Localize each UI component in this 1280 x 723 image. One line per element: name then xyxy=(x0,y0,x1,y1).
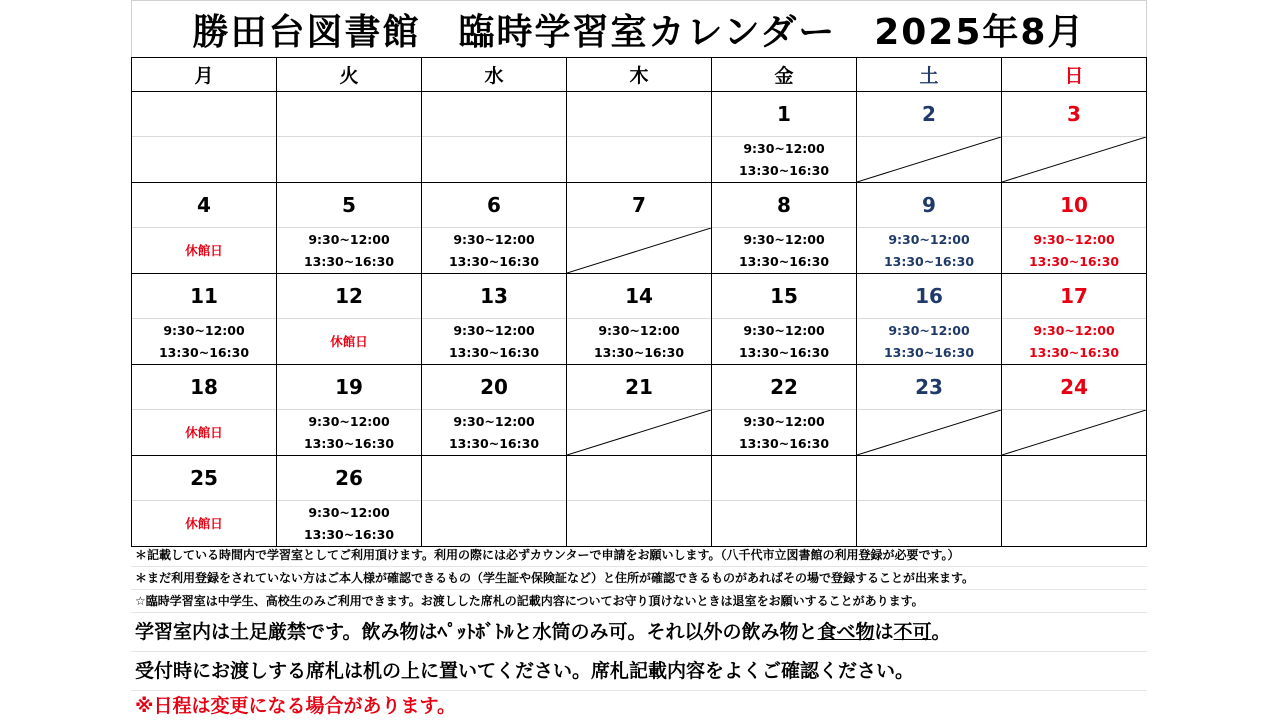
hours-slot: 13:30~16:30 xyxy=(738,344,830,360)
opening-hours xyxy=(567,319,711,364)
day-cell xyxy=(567,456,712,547)
day-number: 26 xyxy=(277,456,421,501)
empty-slot xyxy=(567,501,711,546)
day-cell xyxy=(567,365,712,456)
day-number: 11 xyxy=(132,274,276,319)
hours-slot: 13:30~16:30 xyxy=(1028,253,1120,269)
day-number: 13 xyxy=(422,274,566,319)
no-session-slash xyxy=(1002,410,1146,455)
day-cell xyxy=(857,274,1002,365)
hours-slot: 13:30~16:30 xyxy=(738,162,830,178)
hours-slot: 13:30~16:30 xyxy=(738,435,830,451)
opening-hours xyxy=(422,228,566,273)
day-cell xyxy=(277,183,422,274)
closed-label: 休館日 xyxy=(330,333,368,349)
day-number xyxy=(132,92,276,137)
day-number xyxy=(422,92,566,137)
page-title: 勝田台図書館 臨時学習室カレンダー 2025年8月 xyxy=(131,0,1147,57)
day-number: 22 xyxy=(712,365,856,410)
day-cell xyxy=(132,365,277,456)
hours-slot: 9:30~12:00 xyxy=(888,322,970,338)
day-number: 5 xyxy=(277,183,421,228)
seat-tag-note: 受付時にお渡しする席札は机の上に置いてください。席札記載内容をよくご確認ください。 xyxy=(131,652,1147,691)
closed-day xyxy=(132,410,276,455)
day-number: 23 xyxy=(857,365,1001,410)
week-row xyxy=(132,274,1147,365)
day-number: 6 xyxy=(422,183,566,228)
no-session-slash xyxy=(567,410,711,455)
hours-slot: 9:30~12:00 xyxy=(1033,322,1115,338)
empty-slot xyxy=(712,501,856,546)
hours-slot: 13:30~16:30 xyxy=(448,344,540,360)
empty-slot xyxy=(422,501,566,546)
opening-hours xyxy=(277,410,421,455)
day-number: 14 xyxy=(567,274,711,319)
day-cell xyxy=(277,456,422,547)
hours-slot: 13:30~16:30 xyxy=(1028,344,1120,360)
empty-slot xyxy=(422,137,566,182)
closed-day xyxy=(132,501,276,546)
opening-hours xyxy=(422,410,566,455)
hours-slot: 9:30~12:00 xyxy=(453,231,535,247)
opening-hours xyxy=(712,319,856,364)
day-cell xyxy=(1002,92,1147,183)
day-number: 7 xyxy=(567,183,711,228)
day-number: 8 xyxy=(712,183,856,228)
opening-hours xyxy=(1002,228,1146,273)
hours-slot: 13:30~16:30 xyxy=(883,253,975,269)
day-cell xyxy=(277,365,422,456)
day-cell xyxy=(567,183,712,274)
day-cell xyxy=(1002,365,1147,456)
day-cell xyxy=(857,456,1002,547)
weekday-header-row xyxy=(132,58,1147,92)
empty-slot xyxy=(1002,501,1146,546)
empty-slot xyxy=(132,137,276,182)
hours-slot: 13:30~16:30 xyxy=(448,435,540,451)
opening-hours xyxy=(712,228,856,273)
hours-slot: 13:30~16:30 xyxy=(303,526,395,542)
day-cell xyxy=(132,92,277,183)
day-number xyxy=(1002,456,1146,501)
day-number: 15 xyxy=(712,274,856,319)
hours-slot: 9:30~12:00 xyxy=(743,231,825,247)
opening-hours xyxy=(277,228,421,273)
day-number: 20 xyxy=(422,365,566,410)
calendar-sheet xyxy=(131,0,1147,720)
hours-slot: 9:30~12:00 xyxy=(1033,231,1115,247)
hours-slot: 9:30~12:00 xyxy=(743,322,825,338)
day-number: 18 xyxy=(132,365,276,410)
hours-slot: 13:30~16:30 xyxy=(303,435,395,451)
hours-slot: 9:30~12:00 xyxy=(163,322,245,338)
day-cell xyxy=(712,183,857,274)
day-cell xyxy=(567,92,712,183)
hours-slot: 9:30~12:00 xyxy=(743,413,825,429)
hours-slot: 9:30~12:00 xyxy=(308,231,390,247)
day-number: 3 xyxy=(1002,92,1146,137)
no-session-slash xyxy=(1002,137,1146,182)
opening-hours xyxy=(712,137,856,182)
opening-hours xyxy=(857,228,1001,273)
hours-slot: 9:30~12:00 xyxy=(743,140,825,156)
empty-slot xyxy=(857,501,1001,546)
hours-slot: 9:30~12:00 xyxy=(888,231,970,247)
day-number: 1 xyxy=(712,92,856,137)
weekday-mon: 月 xyxy=(132,58,277,92)
note-eligibility: ☆臨時学習室は中学生、高校生のみご利用できます。お渡しした席札の記載内容についてお守り頂けないときは退室をお願いすることがあります。 xyxy=(131,590,1147,613)
rule-food-drink xyxy=(131,613,1147,652)
closed-label: 休館日 xyxy=(185,242,223,258)
opening-hours xyxy=(277,501,421,546)
hours-slot: 9:30~12:00 xyxy=(453,413,535,429)
day-number: 25 xyxy=(132,456,276,501)
day-cell xyxy=(1002,456,1147,547)
day-number xyxy=(277,92,421,137)
closed-day xyxy=(277,319,421,364)
rule-underline-food: 食べ物 xyxy=(817,621,875,643)
calendar-table xyxy=(131,57,1147,547)
day-cell xyxy=(277,274,422,365)
day-cell xyxy=(132,274,277,365)
day-number: 19 xyxy=(277,365,421,410)
hours-slot: 9:30~12:00 xyxy=(308,504,390,520)
note-usage: ＊記載している時間内で学習室としてご利用頂けます。利用の際には必ずカウンターで申請をお願いします。（八千代市立図書館の利用登録が必要です。） xyxy=(131,544,1147,567)
rule-text-1: 学習室内は土足厳禁です。飲み物はﾍﾟｯﾄﾎﾞﾄﾙと水筒のみ可。それ以外の飲み物と xyxy=(135,621,818,643)
rule-text-3: 。 xyxy=(931,621,951,643)
day-number xyxy=(422,456,566,501)
day-cell xyxy=(712,456,857,547)
closed-label: 休館日 xyxy=(185,424,223,440)
note-registration: ＊まだ利用登録をされていない方はご本人様が確認できるもの（学生証や保険証など）と住所が確認できるものがあればその場で登録することが出来ます。 xyxy=(131,567,1147,590)
day-cell xyxy=(1002,183,1147,274)
hours-slot: 13:30~16:30 xyxy=(303,253,395,269)
week-row xyxy=(132,365,1147,456)
day-cell xyxy=(1002,274,1147,365)
weekday-thu: 木 xyxy=(567,58,712,92)
hours-slot: 9:30~12:00 xyxy=(308,413,390,429)
day-cell xyxy=(857,365,1002,456)
opening-hours xyxy=(712,410,856,455)
day-number: 10 xyxy=(1002,183,1146,228)
closed-label: 休館日 xyxy=(185,515,223,531)
day-number xyxy=(567,456,711,501)
schedule-change-notice: ※日程は変更になる場合があります。 xyxy=(135,695,456,717)
day-cell xyxy=(132,183,277,274)
empty-slot xyxy=(567,137,711,182)
day-cell xyxy=(857,92,1002,183)
hours-slot: 13:30~16:30 xyxy=(593,344,685,360)
day-number: 21 xyxy=(567,365,711,410)
day-number: 2 xyxy=(857,92,1001,137)
empty-slot xyxy=(277,137,421,182)
notes-section xyxy=(131,544,1147,723)
day-number: 17 xyxy=(1002,274,1146,319)
day-number: 4 xyxy=(132,183,276,228)
rule-text-2: は xyxy=(874,621,894,643)
day-cell xyxy=(277,92,422,183)
week-row xyxy=(132,92,1147,183)
day-cell xyxy=(422,92,567,183)
week-row xyxy=(132,456,1147,547)
day-cell xyxy=(712,365,857,456)
hours-slot: 9:30~12:00 xyxy=(598,322,680,338)
weekday-tue: 火 xyxy=(277,58,422,92)
day-cell xyxy=(422,183,567,274)
opening-hours xyxy=(422,319,566,364)
no-session-slash xyxy=(567,228,711,273)
day-number xyxy=(712,456,856,501)
day-cell xyxy=(567,274,712,365)
hours-slot: 13:30~16:30 xyxy=(883,344,975,360)
opening-hours xyxy=(1002,319,1146,364)
day-cell xyxy=(422,365,567,456)
weekday-fri: 金 xyxy=(712,58,857,92)
opening-hours xyxy=(132,319,276,364)
day-cell xyxy=(712,274,857,365)
hours-slot: 13:30~16:30 xyxy=(448,253,540,269)
week-row xyxy=(132,183,1147,274)
weekday-sun: 日 xyxy=(1002,58,1147,92)
hours-slot: 9:30~12:00 xyxy=(453,322,535,338)
weekday-wed: 水 xyxy=(422,58,567,92)
no-session-slash xyxy=(857,137,1001,182)
opening-hours xyxy=(857,319,1001,364)
day-cell xyxy=(132,456,277,547)
day-cell xyxy=(422,456,567,547)
weekday-sat: 土 xyxy=(857,58,1002,92)
closed-day xyxy=(132,228,276,273)
day-number xyxy=(857,456,1001,501)
hours-slot: 13:30~16:30 xyxy=(738,253,830,269)
day-cell xyxy=(422,274,567,365)
day-cell xyxy=(712,92,857,183)
day-number: 9 xyxy=(857,183,1001,228)
day-number: 16 xyxy=(857,274,1001,319)
day-cell xyxy=(857,183,1002,274)
no-session-slash xyxy=(857,410,1001,455)
hours-slot: 13:30~16:30 xyxy=(158,344,250,360)
day-number: 24 xyxy=(1002,365,1146,410)
day-number xyxy=(567,92,711,137)
day-number: 12 xyxy=(277,274,421,319)
rule-underline-prohibited: 不可 xyxy=(893,621,932,643)
